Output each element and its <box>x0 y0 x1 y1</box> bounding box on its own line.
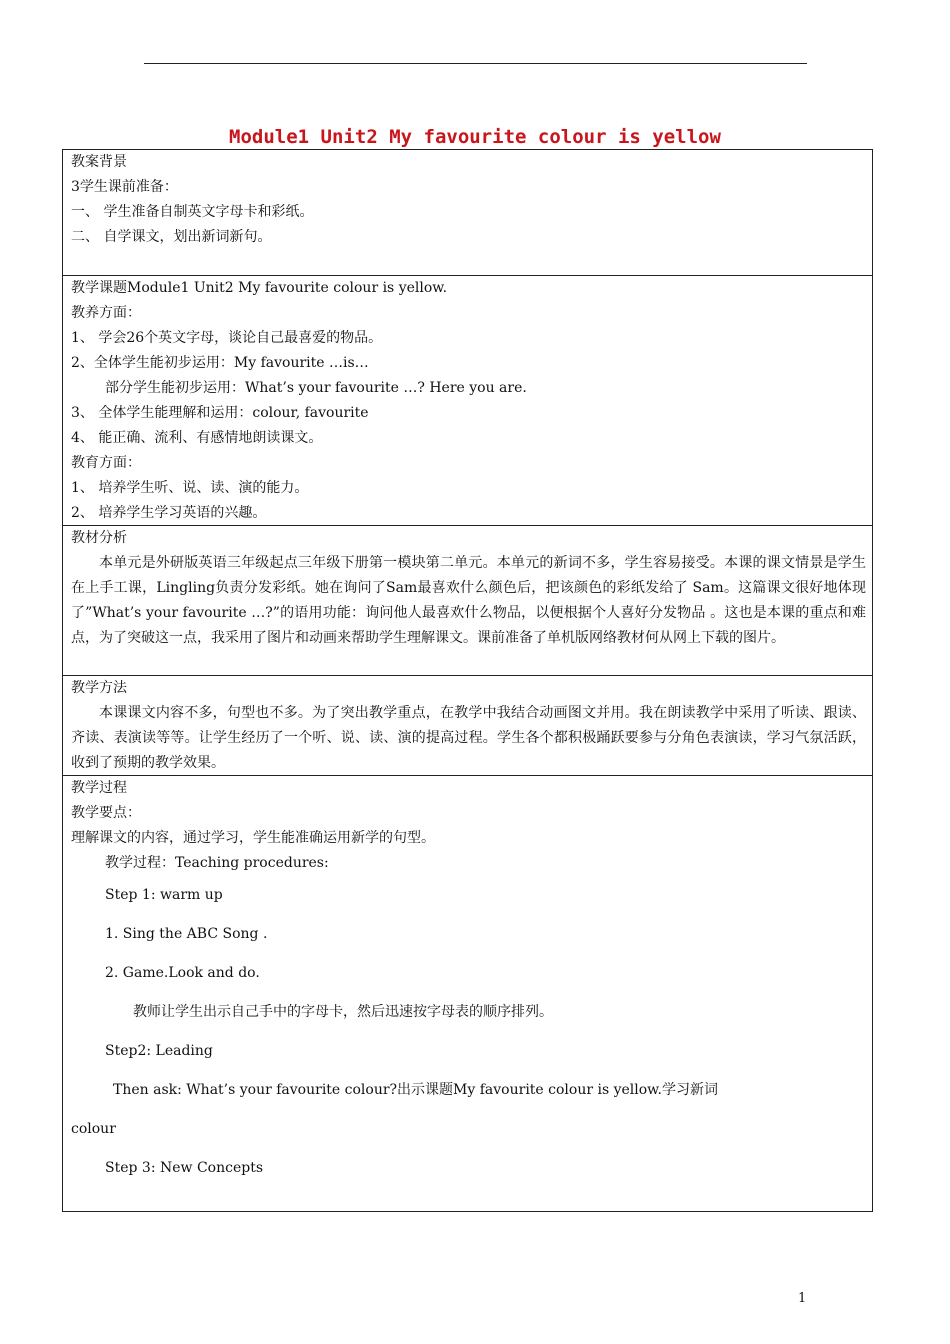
step-1-item-2-desc: 教师让学生出示自己手中的字母卡，然后迅速按字母表的顺序排列。 <box>133 1004 553 1020</box>
analysis-paragraph: 本单元是外研版英语三年级起点三年级下册第一模块第二单元。本单元的新词不多，学生容易接受。本课的课文情景是学生在上手工课，Lingling负责分发彩纸。她在询问了Sam最喜欢什么颜色后，把该颜色的彩纸发给了 Sam。这篇课文很好地体现了”What’s your favourite …?”的语用功能：询问他人最喜欢什么物品，以便根据个人喜好分发物品 。这也是本课的重点和难点，为了突破这一点，我采用了图片和动画来帮助学生理解课文。课前准备了单机版网络教材何从网上下载的图片。 <box>71 555 866 646</box>
topic-cell <box>63 275 872 525</box>
page-number: 1 <box>798 1291 807 1306</box>
step-1-item-1: 1. Sing the ABC Song . <box>105 926 268 942</box>
method-cell <box>63 675 872 775</box>
process-key-label: 教学要点： <box>71 805 141 821</box>
step-2-text: Then ask: What’s your favourite colour?出示课题My favourite colour is yellow.学习新词 <box>113 1082 718 1098</box>
header-rule <box>144 63 807 64</box>
topic-line: 4、 能正确、流利、有感情地朗读课文。 <box>71 430 323 446</box>
topic-line: 2、全体学生能初步运用：My favourite …is… <box>71 355 369 371</box>
topic-line: 1、 学会26个英文字母，谈论自己最喜爱的物品。 <box>71 330 383 346</box>
topic-heading: 教学课题Module1 Unit2 My favourite colour is yellow. <box>71 280 448 296</box>
background-line: 一、 学生准备自制英文字母卡和彩纸。 <box>71 204 314 220</box>
topic-line: 部分学生能初步运用：What’s your favourite …? Here you are. <box>105 380 527 396</box>
lesson-plan-table <box>62 149 873 1212</box>
topic-line: 1、 培养学生听、说、读、演的能力。 <box>71 480 309 496</box>
topic-line: 3、 全体学生能理解和运用：colour, favourite <box>71 405 369 421</box>
step-2: Step2: Leading <box>105 1043 213 1059</box>
process-heading: 教学过程 <box>71 780 127 796</box>
background-line: 二、 自学课文，划出新词新句。 <box>71 229 272 245</box>
topic-line: 2、 培养学生学习英语的兴趣。 <box>71 505 267 521</box>
method-paragraph: 本课课文内容不多，句型也不多。为了突出教学重点，在教学中我结合动画图文并用。我在朗读教学中采用了听读、跟读、齐读、表演读等等。让学生经历了一个听、说、读、演的提高过程。学生各个都积极踊跃要参与分角色表演读，学习气氛活跃，收到了预期的教学效果。 <box>71 705 866 771</box>
step-3: Step 3: New Concepts <box>105 1160 264 1176</box>
background-line: 3学生课前准备： <box>71 179 178 195</box>
analysis-cell <box>63 525 872 675</box>
method-heading: 教学方法 <box>71 680 127 696</box>
step-2-text-cont: colour <box>71 1121 116 1137</box>
process-key-text: 理解课文的内容，通过学习，学生能准确运用新学的句型。 <box>71 830 435 846</box>
background-heading: 教案背景 <box>71 154 127 170</box>
document-title: Module1 Unit2 My favourite colour is yellow <box>229 126 721 148</box>
topic-line: 教养方面： <box>71 305 141 321</box>
analysis-heading: 教材分析 <box>71 530 127 546</box>
step-1-item-2: 2. Game.Look and do. <box>105 965 260 981</box>
step-1: Step 1: warm up <box>105 887 223 903</box>
procedures-label: 教学过程：Teaching procedures: <box>105 855 329 871</box>
process-cell <box>63 775 872 1211</box>
background-cell <box>63 150 872 275</box>
topic-line: 教育方面： <box>71 455 141 471</box>
